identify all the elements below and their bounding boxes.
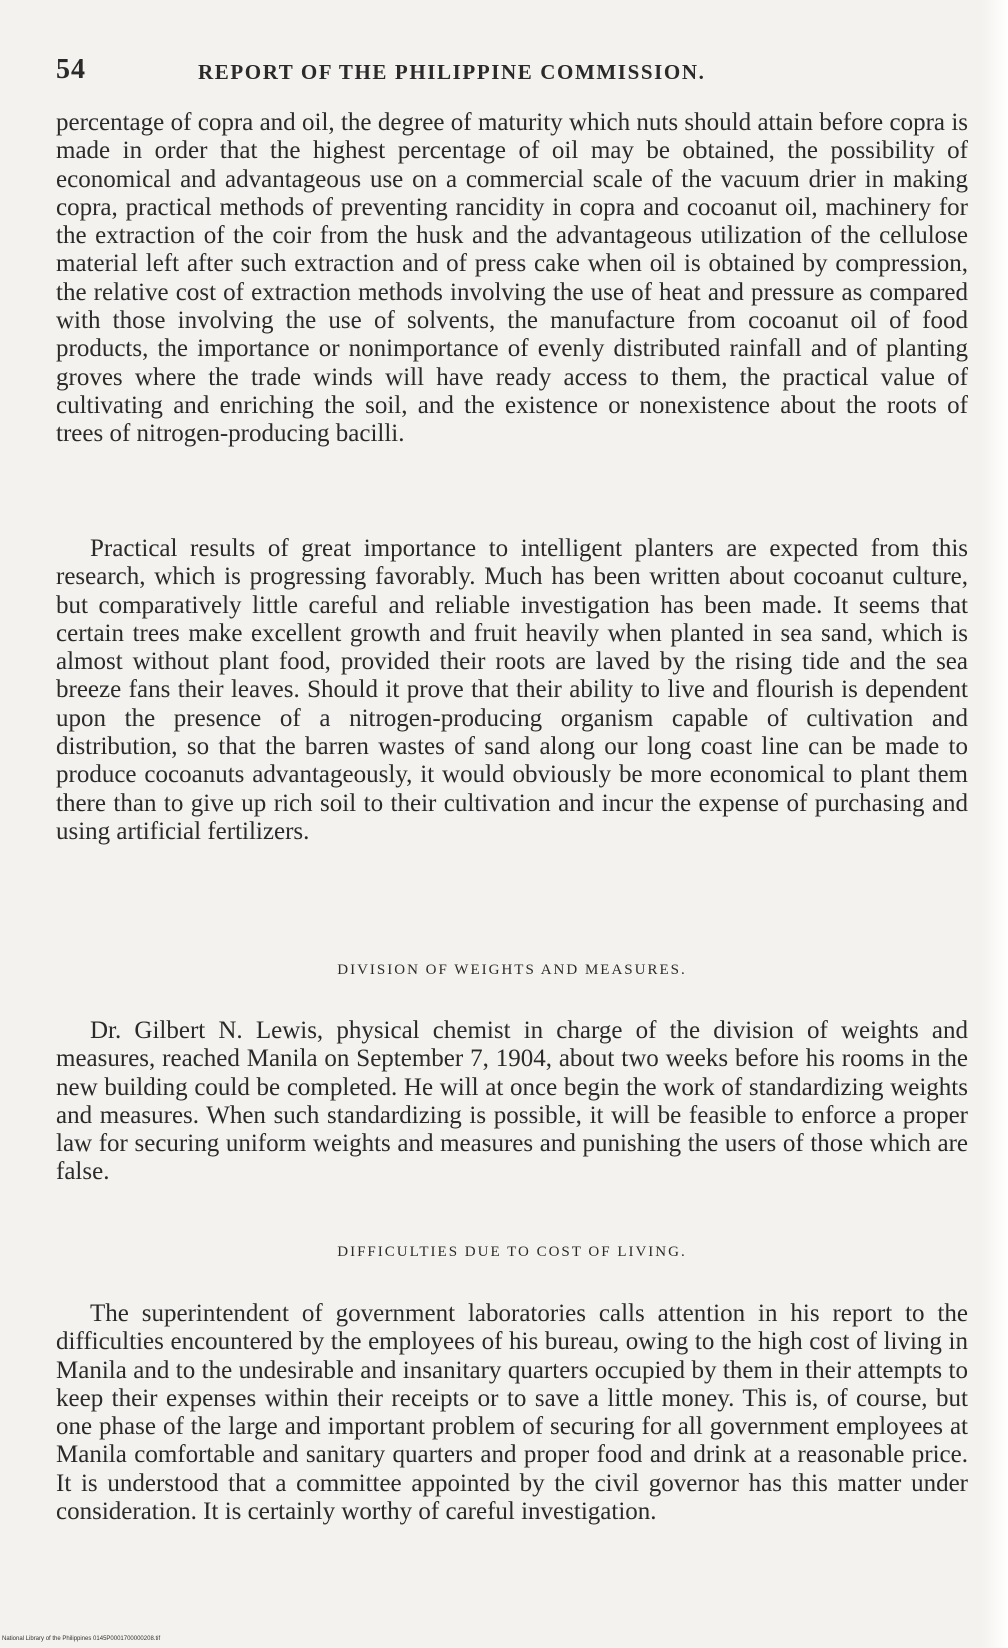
- scan-footer: National Library of the Philippines 0145P0001700000208.tif: [2, 1636, 161, 1642]
- paragraph-continuation: percentage of copra and oil, the degree of maturity which nuts should attain before copra is made in order that the highest percentage of oil may be obtained, the possibility of economical and advantageous use on a commercial scale of the vacuum drier in making copra, practical methods of preventing rancidity in copra and cocoanut oil, machinery for the extraction of the coir from the husk and the advantageous utilization of the cellulose material left after such extraction and of press cake when oil is obtained by compression, the relative cost of extraction methods involving the use of heat and pressure as compared with those involving the use of solvents, the manufacture from cocoanut oil of food products, the importance or nonimportance of evenly distributed rainfall and of planting groves where the trade winds will have ready access to them, the practical value of cultivating and enriching the soil, and the existence or nonexistence about the roots of trees of nitrogen-producing bacilli.: [56, 109, 968, 448]
- page-number: 54: [56, 54, 86, 85]
- page-header: [56, 54, 956, 94]
- running-title: REPORT OF THE PHILIPPINE COMMISSION.: [198, 60, 706, 84]
- paragraph-cost-of-living: The superintendent of government laboratories calls attention in his report to the difficulties encountered by the employees of his bureau, owing to the high cost of living in Manila and to the undesirable and insanitary quarters occupied by them in their attempts to keep their expenses within their receipts or to save a little money. This is, of course, but one phase of the large and important problem of securing for all government employees at Manila comfortable and sanitary quarters and proper food and drink at a reasonable price. It is understood that a committee appointed by the civil governor has this matter under consideration. It is certainly worthy of careful investigation.: [56, 1300, 968, 1526]
- section-heading-weights-measures: DIVISION OF WEIGHTS AND MEASURES.: [337, 962, 687, 978]
- paragraph-cocoanut-research: Practical results of great importance to intelligent planters are expected from this research, which is progressing favorably. Much has been written about cocoanut culture, but comparatively little careful and reliable investigation has been made. It seems that certain trees make excellent growth and fruit heavily when planted in sea sand, which is almost without plant food, provided their roots are laved by the rising tide and the sea breeze fans their leaves. Should it prove that their ability to live and flourish is dependent upon the presence of a nitrogen-producing organism capable of cultivation and distribution, so that the barren wastes of sand along our long coast line can be made to produce cocoanuts advantageously, it would obviously be more economical to plant them there than to give up rich soil to their cultivation and incur the expense of purchasing and using artificial fertilizers.: [56, 535, 968, 845]
- scan-edge: [982, 0, 1008, 1648]
- section-heading-cost-of-living: DIFFICULTIES DUE TO COST OF LIVING.: [337, 1244, 687, 1260]
- paragraph-weights-measures: Dr. Gilbert N. Lewis, physical chemist in charge of the division of weights and measures, reached Manila on September 7, 1904, about two weeks before his rooms in the new building could be completed. He will at once begin the work of standardizing weights and measures. When such standardizing is possible, it will be feasible to enforce a proper law for securing uniform weights and measures and punishing the users of those which are false.: [56, 1017, 968, 1186]
